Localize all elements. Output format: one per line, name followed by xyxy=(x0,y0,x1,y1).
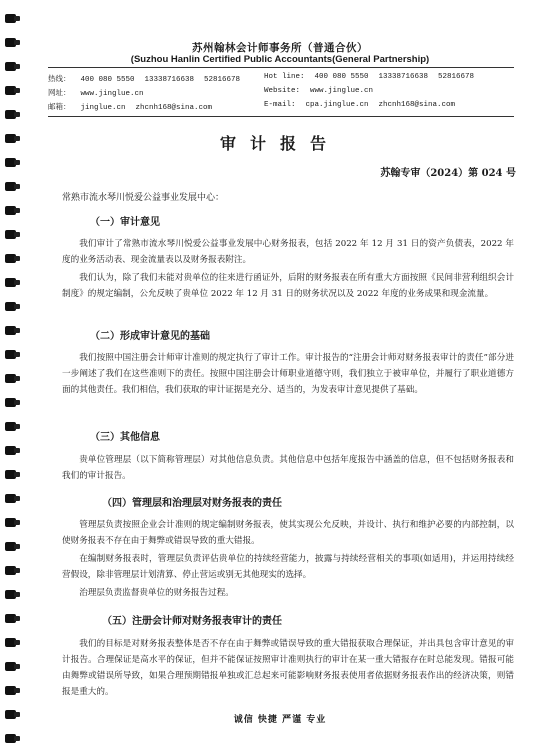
section-heading: （四）管理层和治理层对财务报表的责任 xyxy=(102,498,282,509)
binding-hole xyxy=(5,446,16,455)
section-heading: （一）审计意见 xyxy=(90,217,160,228)
binding-hole xyxy=(5,614,16,623)
firm-name-en: (Suzhou Hanlin Certified Public Accountants(General Partnership) xyxy=(130,54,430,65)
email-domain-en: cpa.jinglue.cn xyxy=(305,101,369,109)
binding-hole xyxy=(5,38,16,47)
binding-hole xyxy=(5,206,16,215)
binding-hole xyxy=(5,158,16,167)
binding-hole xyxy=(5,350,16,359)
binding-hole xyxy=(5,638,16,647)
contact-email-cn xyxy=(48,101,222,112)
website-link: www.jinglue.cn xyxy=(80,90,144,98)
binding-holes xyxy=(0,0,22,750)
email-label: 邮箱： xyxy=(48,104,71,112)
section-paragraph: 在编制财务报表时，管理层负责评估贵单位的持续经营能力，披露与持续经营相关的事项(如适用)，并运用持续经营假设，除非管理层计划清算、停止营运或别无其他现实的选择。 xyxy=(62,554,514,580)
email-address: zhcnh168@sina.com xyxy=(135,104,213,112)
binding-hole xyxy=(5,326,16,335)
contact-web-cn xyxy=(48,87,154,98)
section-paragraph: 我们认为，除了我们未能对贵单位的往来进行函证外，后附的财务报表在所有重大方面按照《民间非营利组织会计制度》的规定编制，公允反映了贵单位 2022 年 12 月 31 日的财务状况以及 2022 年度的业务成果和现金流量。 xyxy=(62,273,514,299)
website-link-en: www.jinglue.cn xyxy=(310,87,374,95)
contact-email-en xyxy=(264,101,465,109)
section-paragraph: 管理层负责按照企业会计准则的规定编制财务报表，使其实现公允反映，并设计、执行和维护必要的内部控制，以使财务报表不存在由于舞弊或错误导致的重大错报。 xyxy=(62,520,514,546)
mobile-number-en: 13338716638 xyxy=(378,73,429,81)
section-paragraph: 我们按照中国注册会计师审计准则的规定执行了审计工作。审计报告的“注册会计师对财务报表审计的责任”部分进一步阐述了我们在这些准则下的责任。按照中国注册会计师职业道德守则，我们独立于被审单位，并履行了职业道德方面的其他责任。我们相信，我们获取的审计证据是充分、适当的，为发表审计意见提供了基础。 xyxy=(62,353,514,395)
binding-hole xyxy=(5,662,16,671)
report-title: 审计报告 xyxy=(219,134,340,153)
binding-hole xyxy=(5,470,16,479)
binding-hole xyxy=(5,590,16,599)
contact-phone-cn xyxy=(48,73,250,84)
binding-hole xyxy=(5,710,16,719)
contact-divider xyxy=(48,116,514,117)
web-label-en: Website: xyxy=(264,87,301,95)
mobile-number: 13338716638 xyxy=(144,76,195,84)
binding-hole xyxy=(5,134,16,143)
phone-label-en: Hot line: xyxy=(264,73,305,81)
tel-number: 52816678 xyxy=(204,76,241,84)
binding-hole xyxy=(5,494,16,503)
binding-hole xyxy=(5,278,16,287)
hotline-number-en: 400 080 5550 xyxy=(314,73,369,81)
hotline-number: 400 080 5550 xyxy=(80,76,135,84)
binding-hole xyxy=(5,62,16,71)
binding-hole xyxy=(5,254,16,263)
email-address-en: zhcnh168@sina.com xyxy=(378,101,456,109)
tel-number-en: 52816678 xyxy=(438,73,475,81)
email-domain: jinglue.cn xyxy=(80,104,126,112)
section-paragraph: 我们审计了常熟市流水琴川悦爱公益事业发展中心财务报表，包括 2022 年 12 月 31 日的资产负债表，2022 年度的业务活动表、现金流量表以及财务报表附注。 xyxy=(62,239,514,265)
header-divider xyxy=(48,67,514,68)
contact-web-en xyxy=(264,87,383,95)
binding-hole xyxy=(5,86,16,95)
addressee: 常熟市流水琴川悦爱公益事业发展中心： xyxy=(62,193,225,203)
binding-hole xyxy=(5,518,16,527)
binding-hole xyxy=(5,374,16,383)
audit-report-page xyxy=(40,0,520,750)
binding-hole xyxy=(5,230,16,239)
section-heading: （三）其他信息 xyxy=(90,432,160,443)
binding-hole xyxy=(5,398,16,407)
section-heading: （二）形成审计意见的基础 xyxy=(90,331,210,342)
binding-hole xyxy=(5,566,16,575)
binding-hole xyxy=(5,422,16,431)
web-label: 网址： xyxy=(48,90,71,98)
section-paragraph: 治理层负责监督贵单位的财务报告过程。 xyxy=(79,588,234,598)
section-paragraph: 我们的目标是对财务报表整体是否不存在由于舞弊或错误导致的重大错报获取合理保证，并出具包含审计意见的审计报告。合理保证是高水平的保证，但并不能保证按照审计准则执行的审计在某一重大错报存在时总能发现。错报可能由舞弊或错误所导致，如果合理预期错报单独或汇总起来可能影响财务报表使用者依据财务报表作出的经济决策，则错报是重大的。 xyxy=(62,639,514,697)
binding-hole xyxy=(5,302,16,311)
phone-label: 热线： xyxy=(48,76,71,84)
firm-name-cn: 苏州翰林会计师事务所（普通合伙） xyxy=(192,42,368,54)
section-paragraph: 贵单位管理层（以下简称管理层）对其他信息负责。其他信息中包括年度报告中涵盖的信息，但不包括财务报表和我们的审计报告。 xyxy=(62,455,514,481)
document-number: 苏翰专审（2024）第 024 号 xyxy=(380,168,516,179)
binding-hole xyxy=(5,686,16,695)
binding-hole xyxy=(5,110,16,119)
section-heading: （五）注册会计师对财务报表审计的责任 xyxy=(102,616,282,627)
binding-hole xyxy=(5,734,16,743)
email-label-en: E-mail: xyxy=(264,101,296,109)
binding-hole xyxy=(5,14,16,23)
contact-phone-en xyxy=(264,73,484,81)
binding-hole xyxy=(5,542,16,551)
footer-motto: 诚信 快捷 严谨 专业 xyxy=(233,715,327,725)
binding-hole xyxy=(5,182,16,191)
